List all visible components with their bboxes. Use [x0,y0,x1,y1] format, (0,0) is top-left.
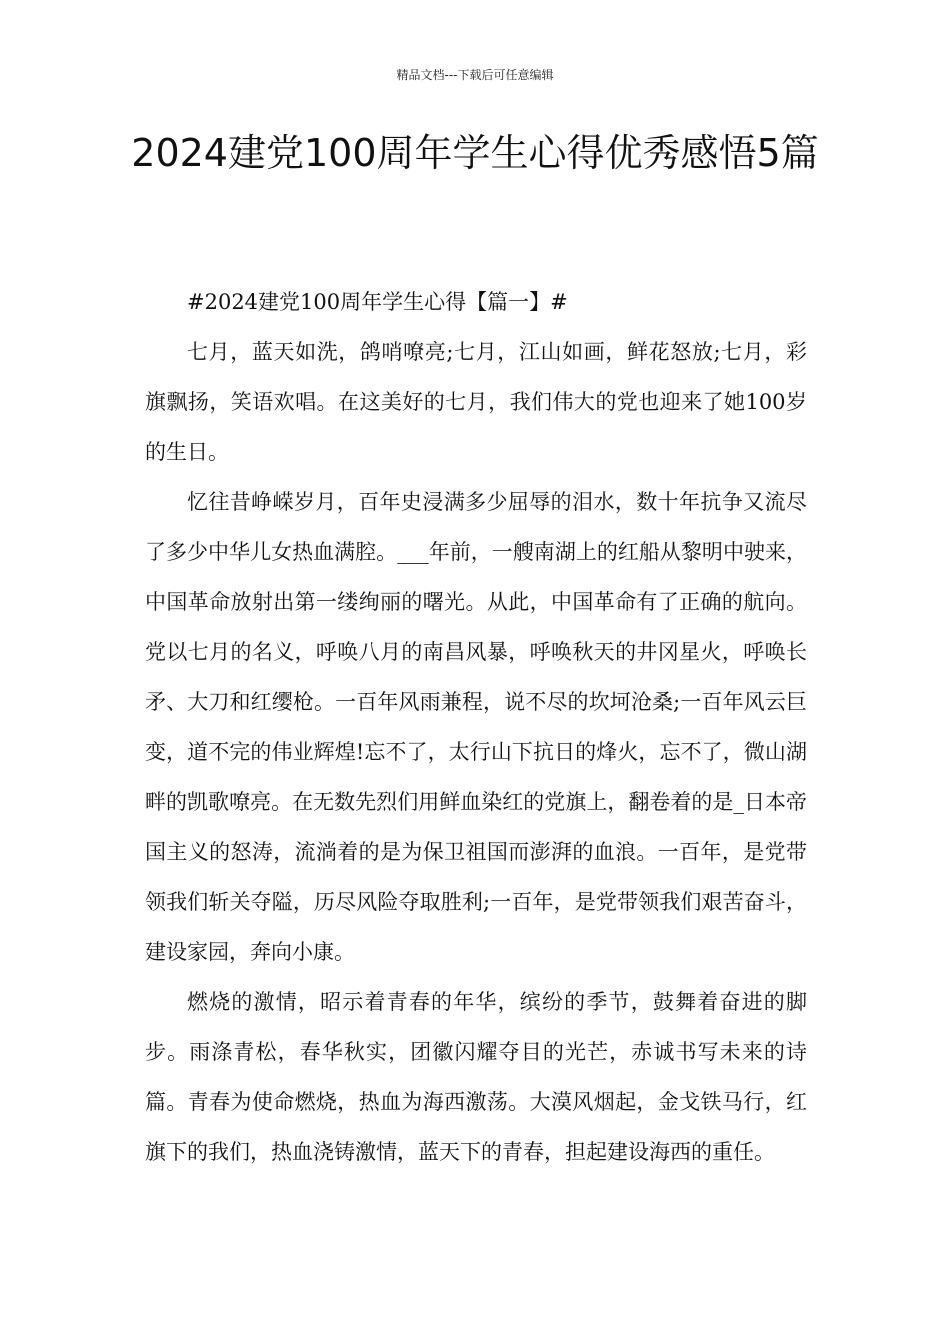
document-title: 2024建党100周年学生心得优秀感悟5篇 [131,131,819,175]
section-heading: #2024建党100周年学生心得【篇一】# [187,290,568,314]
paragraph: 忆往昔峥嵘岁月，百年史浸满多少屈辱的泪水，数十年抗争又流尽了多少中华儿女热血满腔。___年前，一艘南湖上的红船从黎明中驶来，中国革命放射出第一缕绚丽的曙光。从此，中国革命有了正确的航向。党以七月的名义，呼唤八月的南昌风暴，呼唤秋天的井冈星火，呼唤长矛、大刀和红缨枪。一百年风雨兼程，说不尽的坎坷沧桑;一百年风云巨变，道不完的伟业辉煌!忘不了，太行山下抗日的烽火，忘不了，微山湖畔的凯歌嘹亮。在无数先烈们用鲜血染红的党旗上，翻卷着的是_日本帝国主义的怒涛，流淌着的是为保卫祖国而澎湃的血浪。一百年，是党带领我们斩关夺隘，历尽风险夺取胜利;一百年，是党带领我们艰苦奋斗，建设家园，奔向小康。 [145,490,807,964]
header-note: 精品文档---下载后可任意编辑 [396,68,554,82]
document-body [145,277,807,1177]
paragraph: 燃烧的激情，昭示着青春的年华，缤纷的季节，鼓舞着奋进的脚步。雨涤青松，春华秋实，团徽闪耀夺目的光芒，赤诚书写未来的诗篇。青春为使命燃烧，热血为海西激荡。大漠风烟起，金戈铁马行，红旗下的我们，热血浇铸激情，蓝天下的青春，担起建设海西的重任。 [145,990,807,1164]
paragraph: 七月，蓝天如洗，鸽哨嘹亮;七月，江山如画，鲜花怒放;七月，彩旗飘扬，笑语欢唱。在这美好的七月，我们伟大的党也迎来了她100岁的生日。 [145,340,807,464]
